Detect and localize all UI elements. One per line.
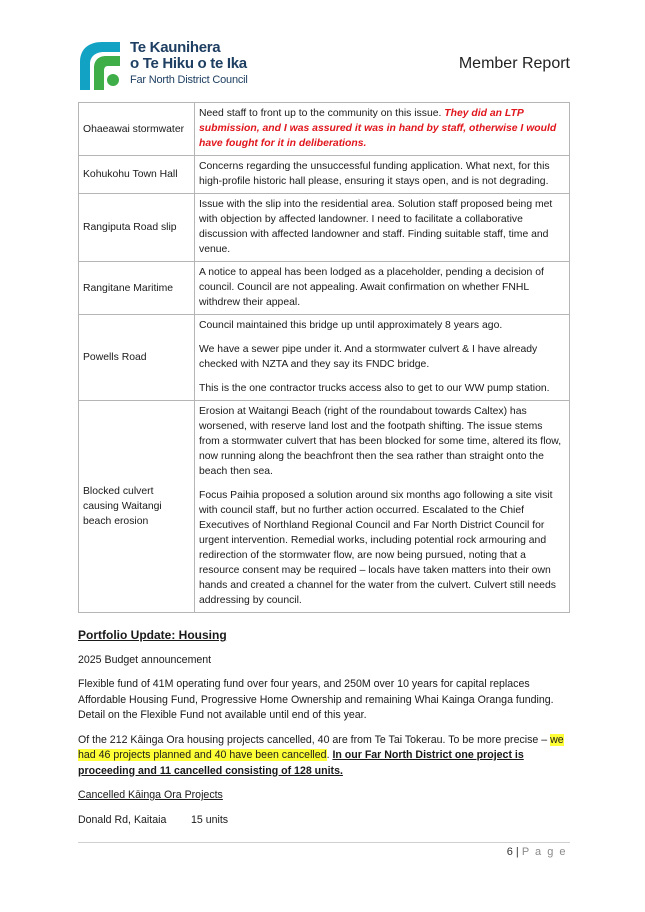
logo-line-1: Te Kaunihera [130,39,221,56]
issue-description [195,156,570,194]
issues-table [78,102,570,613]
issue-text: Need staff to front up to the community on this issue. [199,108,445,119]
council-logo-icon [78,40,122,92]
project-units: 15 units [191,813,229,826]
highlighted-text: we had 46 projects planned and 40 have been cancelled [78,733,564,761]
issue-text: A notice to appeal has been lodged as a placeholder, pending a decision of council. Council are not appealing. Await confirmation on whether FNHL withdrew their appeal. [199,267,544,308]
flexible-fund-paragraph: Flexible fund of 41M operating fund over four years, and 250M over 10 years for capital replaces Affordable Housing Fund, Progressive Home Ownership and remaining Whai Kainga Oranga funding. Detail on the Flexible Fund not available until end of this year. [78,678,554,721]
logo-line-2: o Te Hiku o te Ika [130,55,247,72]
issue-text: This is the one contractor trucks access also to get to our WW pump station. [199,383,550,394]
issue-description [195,315,570,401]
issue-label: Ohaeawai stormwater [79,103,195,156]
issue-text: Focus Paihia proposed a solution around six months ago following a site visit with council staff, but no further action occurred. Escalated to the Chief Executives of Northland Regional Council and Far North District Council for urgent intervention. Remedial works, including potential rock armouring and redirection of the stormwater flow, are now being pursued, noting that a resource consent may be required – locals have taken matters into their own hands and created a channel for the water from the culvert. Culvert still needs addressing by council. [199,490,556,606]
issue-label: Powells Road [79,315,195,401]
issue-label: Rangiputa Road slip [79,194,195,262]
table-row [79,194,570,262]
logo-line-3: Far North District Council [130,74,248,86]
issue-description [195,262,570,315]
budget-line: 2025 Budget announcement [78,653,212,666]
footer-divider [78,842,570,843]
table-row [79,315,570,401]
table-row [79,262,570,315]
table-row [79,103,570,156]
issue-text: Issue with the slip into the residential area. Solution staff proposed being met with objection by affected landowner. I need to facilitate a collaborative discussion with affected landowner and staff. Finding suitable staff, time and venue. [199,199,553,255]
table-row [79,156,570,194]
cancelled-paragraph [78,733,570,780]
list-item [78,813,570,829]
issue-label: Blocked culvert causing Waitangi beach erosion [79,401,195,613]
table-row [79,401,570,613]
page-number [507,846,567,858]
page-separator: | [515,846,519,858]
report-title: Member Report [458,55,570,72]
issue-label: Rangitane Maritime [79,262,195,315]
issue-text: Council maintained this bridge up until approximately 8 years ago. [199,320,503,331]
issue-label: Kohukohu Town Hall [79,156,195,194]
portfolio-section [78,628,570,828]
issue-text: We have a sewer pipe under it. And a stormwater culvert & I have already checked with NZTA and they say its FNDC bridge. [199,344,538,370]
page-number-value: 6 [506,846,513,858]
projects-heading: Cancelled Kāinga Ora Projects [78,789,223,801]
page-header [78,38,570,98]
project-name: Donald Rd, Kaitaia [78,813,167,826]
issue-description [195,103,570,156]
issue-description [195,401,570,613]
issue-text: Concerns regarding the unsuccessful funding application. What next, for this high-profile historic hall please, ensuring it stays open, and is not degrading. [199,161,550,187]
issue-description [195,194,570,262]
page-word: P a g e [521,846,567,858]
bold-underlined-text: In our Far North District one project is proceeding and 11 cancelled consisting of 128 units. [78,749,524,777]
cancelled-period: . [326,749,333,761]
issue-emphasis: They did an LTP submission, and I was assured it was in hand by staff, otherwise I would have fought for it in deliberations. [199,108,557,149]
logo-wordmark [130,40,248,87]
issue-text: Erosion at Waitangi Beach (right of the roundabout towards Caltex) has worsened, with reserve land lost and the footpath shifting. The issue stems from a stormwater culvert that has been blocked for some time, altered its flow, now running along the beachfront then the sea rather than straight onto the beach then sea. [199,406,562,477]
section-title: Portfolio Update: Housing [78,628,227,642]
cancelled-intro: Of the 212 Kāinga Ora housing projects cancelled, 40 are from Te Tai Tokerau. To be more precise – [78,733,551,746]
